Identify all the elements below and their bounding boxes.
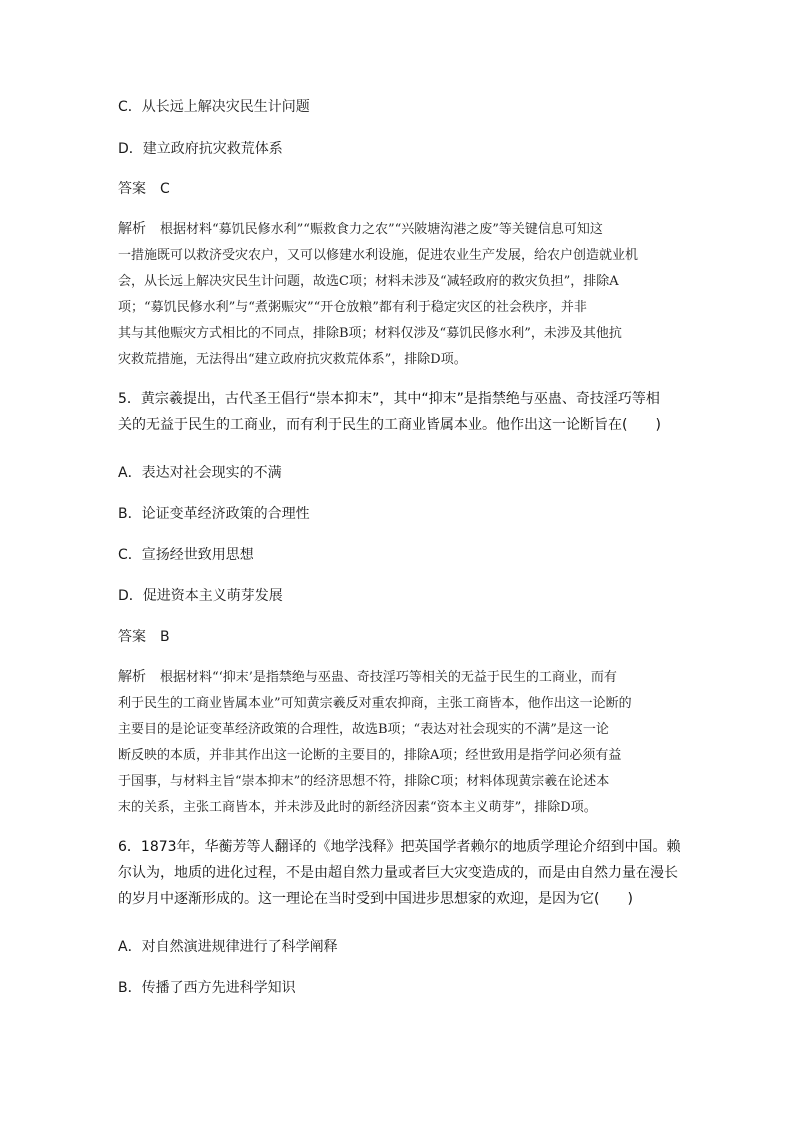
q5-analysis-line: 末的关系，主张工商皆本，并未涉及此时的新经济因素“资本主义萌芽”，排除D项。: [118, 800, 597, 815]
q5-option-d: D．促进资本主义萌芽发展: [118, 588, 283, 604]
q6-stem-line: 6．1873年，华蘅芳等人翻译的《地学浅释》把英国学者赖尔的地质学理论介绍到中国。赖: [118, 839, 681, 855]
q6-stem-line: 尔认为，地质的进化过程，不是由超自然力量或者巨大灾变造成的，而是由自然力量在漫长: [118, 865, 678, 881]
q5-analysis-line: 利于民生的工商业皆属本业”可知黄宗羲反对重农抑商，主张工商皆本，他作出这一论断的: [118, 696, 632, 711]
analysis-label: 解析: [118, 669, 146, 685]
analysis-label: 解析: [118, 221, 146, 237]
q4-analysis-line: 项；“募饥民修水利”与“煮粥赈灾”“开仓放粮”都有利于稳定灾区的社会秩序，并非: [118, 300, 587, 315]
answer-label: 答案: [118, 629, 146, 645]
q4-option-d: D．建立政府抗灾救荒体系: [118, 141, 283, 157]
answer-value: C: [160, 181, 170, 197]
q5-analysis-line: 于国事，与材料主旨“崇本抑末”的经济思想不符，排除C项；材料体现黄宗羲在论述本: [118, 774, 610, 789]
q5-answer: [118, 626, 170, 646]
q5-stem-line: 关的无益于民生的工商业，而有利于民生的工商业皆属本业。他作出这一论断旨在( ): [118, 417, 661, 433]
q6-stem-line: 的岁月中逐渐形成的。这一理论在当时受到中国进步思想家的欢迎，是因为它( ): [118, 891, 633, 907]
q5-option-a: A．表达对社会现实的不满: [118, 465, 282, 481]
q4-analysis-line: 灾救荒措施，无法得出“建立政府抗灾救荒体系”，排除D项。: [118, 352, 467, 367]
q4-answer: [118, 178, 170, 198]
answer-value: B: [160, 629, 170, 645]
answer-label: 答案: [118, 181, 146, 197]
q4-analysis-line: 会，从长远上解决灾民生计问题，故选C项；材料未涉及“减轻政府的救灾负担”，排除A: [118, 274, 619, 289]
q5-option-c: C．宣扬经世致用思想: [118, 547, 254, 563]
q4-analysis-line: 解析 根据材料“募饥民修水利”“赈救食力之农”“兴陂塘沟港之废”等关键信息可知这: [118, 221, 603, 237]
q5-stem-line: 5．黄宗羲提出，古代圣王倡行“崇本抑末”，其中“抑末”是指禁绝与巫蛊、奇技淫巧等相: [118, 391, 660, 407]
q5-option-b: B．论证变革经济政策的合理性: [118, 506, 310, 522]
q5-analysis-line: 主要目的是论证变革经济政策的合理性，故选B项；“表达对社会现实的不满”是这一论: [118, 722, 609, 737]
q4-option-c: C．从长远上解决灾民生计问题: [118, 99, 310, 115]
q4-analysis-line: 一措施既可以救济受灾农户，又可以修建水利设施，促进农业生产发展，给农户创造就业机: [118, 248, 639, 263]
q4-analysis-line: 其与其他赈灾方式相比的不同点，排除B项；材料仅涉及“募饥民修水利”，未涉及其他抗: [118, 326, 622, 341]
q5-analysis-line: 断反映的本质，并非其作出这一论断的主要目的，排除A项；经世致用是指学问必须有益: [118, 748, 622, 763]
q6-option-b: B．传播了西方先进科学知识: [118, 980, 296, 996]
q6-option-a: A．对自然演进规律进行了科学阐释: [118, 939, 338, 955]
q5-analysis-line: 解析 根据材料“‘抑末’是指禁绝与巫蛊、奇技淫巧等相关的无益于民生的工商业，而有: [118, 669, 617, 685]
